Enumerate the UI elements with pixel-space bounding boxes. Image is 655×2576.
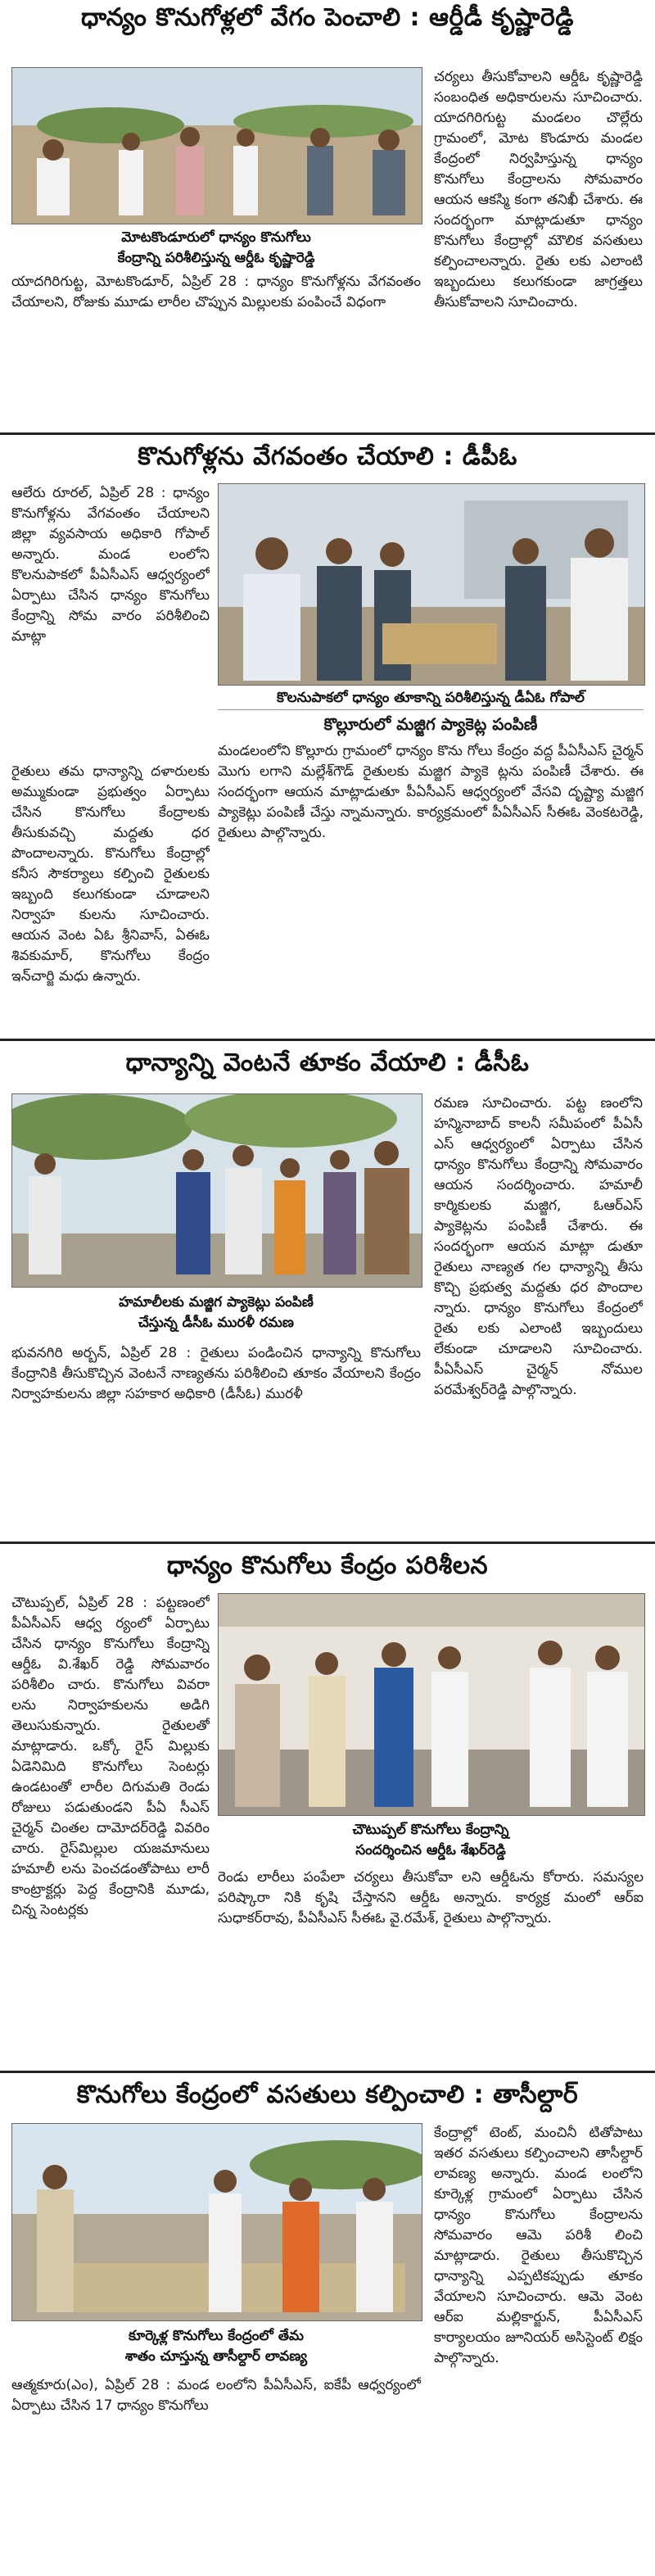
headline-story-2: కొనుగోళ్లను వేగవంతం చేయాలి : డీపీఓ (138, 442, 517, 471)
subhead-story-2: కొల్లూరులో మజ్జిగ ప్యాకెట్ల పంపిణీ (323, 714, 538, 734)
divider (218, 709, 644, 710)
photo-image-icon (12, 2124, 422, 2320)
text-story-1-right: చర్యలు తీసుకోవాలని ఆర్డీఓ కృష్ణారెడ్డి సంబంధిత అధికారులను సూచించారు. యాదగిరిగుట్ట మండలం చొల్లేరు గ్రామంలో, మోట కొండూరు మండల కేంద్రంలో నిర్వహిస్తున్న ధాన్యం కొనుగోలు కేంద్రాలను సోమవారం ఆయన ఆకస్మి కంగా తనిఖీ చేశారు. ఈ సందర్భంగా మాట్లాడుతూ ధాన్యం కొనుగోలు కేంద్రాల్లో మౌలిక వసతులు కల్పించాలన్నారు. రైతు లకు ఎలాంటి ఇబ్బందులు కలుగకుండా జాగ్రత్తలు తీసుకోవాలని సూచించారు. (434, 69, 643, 310)
photo-story-1 (11, 67, 422, 224)
caption-story-4: చౌటుప్పల్ కొనుగోలు కేంద్రాన్ని సందర్శించిన ఆర్డీఓ శేఖర్‌రెడ్డి (352, 1822, 509, 1858)
divider (0, 1039, 655, 1041)
text-story-4-left: చౌటుప్పల్, ఏప్రిల్ 28 : పట్టణంలో పీఏసీఎస్ ఆధ్వ ర్యంలో ఏర్పాటు చేసిన ధాన్యం కొనుగోలు కేంద్రాన్ని ఆర్డీఓ వి.శేఖర్ రెడ్డి సోమవారం పరిశీలిం చారు. కొనుగోలు వివరా లను నిర్వాహకులను అడిగి తెలుసుకున్నారు. రైతులతో మాట్లాడారు. ఒక్కో రైస్ మిల్లుకు ఏడెనిమిది కొనుగోలు సెంటర్లు ఉండటంతో లారీల దిగుమతి రెండు రోజులు పడుతుండని పీఏ సీఎస్ చైర్మన్ చింతల దామోదర్‌రెడ్డి వివరిం చారు. రైస్‌మిల్లుల యజమానులు హమాలీ లను పెంచడంతోపాటు లారీ కాంట్రాక్టర్లు పెద్ద కేంద్రానికి మూడు, చిన్న సెంటర్లకు (11, 1595, 210, 1918)
photo-story-5 (11, 2123, 422, 2321)
photo-image-icon (12, 1094, 422, 1287)
photo-story-3 (11, 1093, 422, 1288)
text-story-2-bottom-right: మండలంలోని కొల్లూరు గ్రామంలో ధాన్యం కొను గోలు కేంద్రం వద్ద పీఏసీఎస్ చైర్మన్ మొగు లగాని మల్లేశ్‌గౌడ్ రైతులకు మజ్జిగ ప్యాకె ట్లను పంపిణీ చేశారు. ఈ సందర్భంగా ఆయన మాట్లాడుతూ పీఏసీఎస్ ఆధ్వర్యంలో వేసవి దృష్ట్యా మజ్జిగ ప్యాకెట్లు పంపిణీ చేస్తు న్నామన్నారు. కార్యక్రమంలో పీఏసీఎస్ సీఈఓ వెంకటరెడ్డి, రైతులు పాల్గొన్నారు. (218, 743, 644, 841)
text-story-4-right: రెండు లారీలు పంపేలా చర్యలు తీసుకోవా లని ఆర్డీఓను కోరారు. సమస్యల పరిష్కారా నికి కృషి చేస్తానని ఆర్డీఓ అన్నారు. కార్యక్ర మంలో ఆర్ఐ సుధాకర్‌రావు, పీఏసీఎస్ సీఈఓ వై.రమేశ్, రైతులు పాల్గొన్నారు. (218, 1869, 644, 1926)
caption-story-2: కొలనుపాకలో ధాన్యం తూకాన్ని పరిశీలిస్తున్న డీఏఓ గోపాల్ (277, 690, 585, 706)
text-story-3-bottom: భువనగిరి అర్బన్, ఏప్రిల్ 28 : రైతులు పండించిన ధాన్యాన్ని కొనుగోలు కేంద్రానికి తీసుకొచ్చిన వెంటనే నాణ్యతను పరిశీలించి తూకం వేయాలని కేంద్రం నిర్వాహకులను జిల్లా సహకార అధికారి (డీసీఓ) మురళీ (11, 1345, 421, 1402)
text-story-5-right: కేంద్రాల్లో టెంట్, మంచినీ టితోపాటు ఇతర వసతులు కల్పించాలని తాసీల్దార్ లావణ్య అన్నారు. మండ లంలోని కూర్కెళ్ల గ్రామంలో ఏర్పాటు చేసిన ధాన్యం కొనుగోలు కేంద్రాలను సోమవారం ఆమె పరిశీ లించి మాట్లాడారు. రైతులు తీసుకొచ్చిన ధాన్యాన్ని ఎప్పటికప్పుడు తూకం వేయాలని సూచించారు. ఆమె వెంట ఆర్ఐ మల్లికార్జున్, పీఏసీఎస్ కార్యాలయం జూనియర్ అసిస్టెంట్ లిక్షం పాల్గొన్నారు. (434, 2125, 643, 2366)
photo-image-icon (219, 1594, 644, 1815)
divider (0, 2071, 655, 2073)
headline-story-4: ధాన్యం కొనుగోలు కేంద్రం పరిశీలన (166, 1551, 489, 1580)
divider (0, 432, 655, 435)
text-story-5-bottom: ఆత్మకూరు(ఎం), ఏప్రిల్ 28 : మండ లంలోని పీఏసీఎస్, ఐకేపీ ఆధ్వర్యంలో ఏర్పాటు చేసిన 17 ధాన్యం కొనుగోలు (11, 2377, 421, 2414)
caption-story-1: మోటకొండూరులో ధాన్యం కొనుగోలు కేంద్రాన్ని పరిశీలిస్తున్న ఆర్డీఓ కృష్ణారెడ్డి (117, 229, 315, 266)
divider (0, 1542, 655, 1544)
photo-image-icon (12, 68, 422, 224)
text-story-2-bottom-left: రైతులు తమ ధాన్యాన్ని దళారులకు అమ్ముకుండా ప్రభుత్వం ఏర్పాటు చేసిన కొనుగోలు కేంద్రాలకు తీసుకువచ్చి మద్దతు ధర పొందాలన్నారు. కొనుగోలు కేంద్రాల్లో కనీస సౌకర్యాలు కల్పించి రైతులకు ఇబ్బంది కలుగకుండా చూడాలని నిర్వాహ కులను సూచించారు. ఆయన వెంట ఏఓ శ్రీనివాస్, ఏఈఓ శివకుమార్, కొనుగోలు కేంద్రం ఇన్‌చార్జి మధు ఉన్నారు. (11, 763, 210, 985)
photo-story-4 (218, 1593, 645, 1816)
photo-image-icon (219, 484, 644, 685)
text-story-1-bottom: యాదగిరిగుట్ట, మోటకొండూర్, ఏప్రిల్ 28 : ధాన్యం కొనుగోళ్లను వేగవంతం చేయాలని, రోజుకు మూడు లారీల చొప్పున మిల్లులకు పంపించే విధంగా (11, 274, 421, 310)
headline-story-5: కొనుగోలు కేంద్రంలో వసతులు కల్పించాలి : తాసీల్దార్ (76, 2080, 579, 2109)
text-story-3-right: రమణ సూచించారు. పట్ట ణంలోని హన్మినాబాద్ కాలనీ సమీపంలో పీఏసీ ఎస్ ఆధ్వర్యంలో ఏర్పాటు చేసిన ధాన్యం కొనుగోలు కేంద్రాన్ని సోమవారం ఆయన సందర్శించారు. హమాలీ కార్మికులకు మజ్జిగ, ఓఆర్ఎస్ ప్యాకెట్లను పంపిణీ చేశారు. ఈ సందర్భంగా ఆయన మాట్లా డుతూ రైతులు నాణ్యత గల ధాన్యాన్ని తీసు కొచ్చి ప్రభుత్వ మద్దతు ధర పొందాల న్నారు. ధాన్యం కొనుగోలు కేంద్రంలో రైతు లకు ఎలాంటి ఇబ్బందులు లేకుండా చూడాలని సూచించారు. పీఏసీఎస్ చైర్మన్ నోముల పరమేశ్వర్‌రెడ్డి పాల్గొన్నారు. (434, 1095, 643, 1398)
headline-story-3: ధాన్యాన్ని వెంటనే తూకం వేయాలి : డీసీఓ (125, 1048, 530, 1077)
headline-story-1: ధాన్యం కొనుగోళ్లలో వేగం పెంచాలి : ఆర్డీడీ కృష్ణారెడ్డి (81, 3, 574, 32)
caption-story-3: హమాలీలకు మజ్జిగ ప్యాకెట్లు పంపిణీ చేస్తున్న డీసీఓ మురళీ రమణ (119, 1294, 314, 1331)
text-story-2-left: ఆలేరు రూరల్, ఏప్రిల్ 28 : ధాన్యం కొనుగోళ్లను వేగవంతం చేయాలని జిల్లా వ్యవసాయ అధికారి గోపాల్ అన్నారు. మండ లంలోని కొలనుపాకలో పీఏసీఎస్ ఆధ్వర్యంలో ఏర్పాటు చేసిన ధాన్యం కొనుగోలు కేంద్రాన్ని సోమ వారం పరిశీలించి మాట్లా (11, 485, 210, 645)
caption-story-5: కూర్కెళ్ల కొనుగోలు కేంద్రంలో తేమ శాతం చూస్తున్న తాసీల్దార్ లావణ్య (124, 2328, 308, 2365)
photo-story-2 (218, 483, 645, 686)
